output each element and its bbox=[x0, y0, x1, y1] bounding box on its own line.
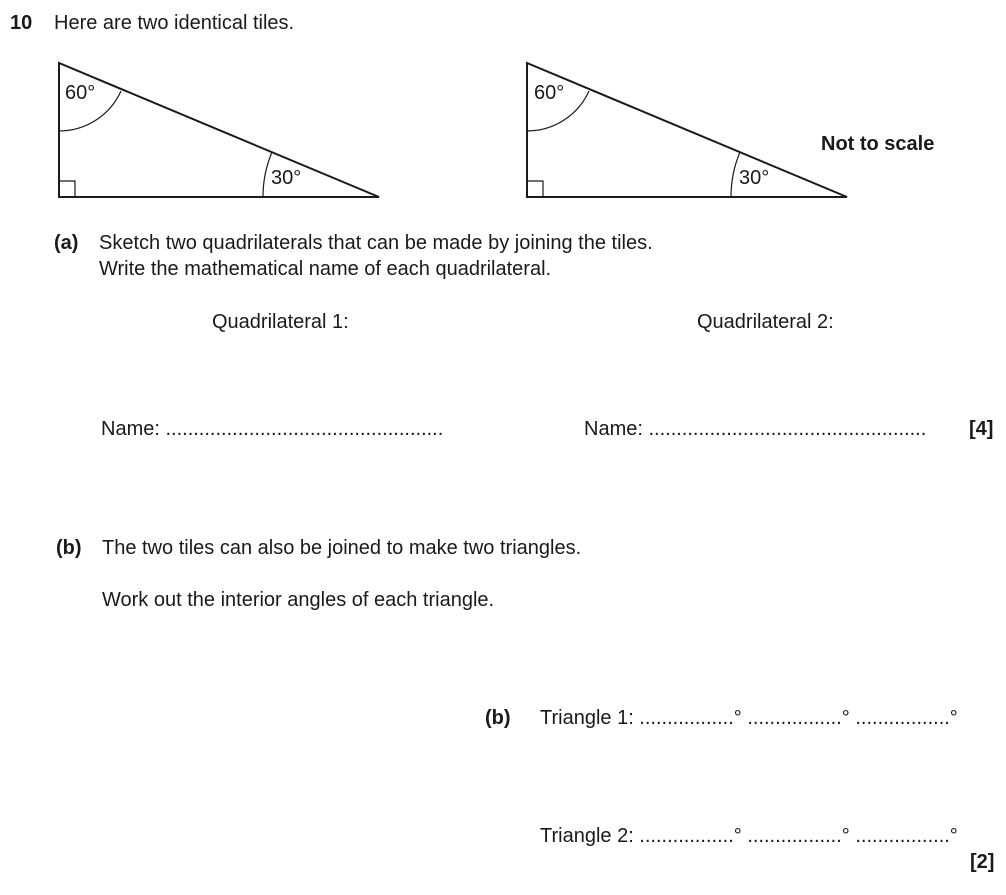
part-b-line-1: The two tiles can also be joined to make two triangles. bbox=[102, 537, 582, 559]
part-b-line-2: Work out the interior angles of each triangle. bbox=[102, 589, 495, 611]
tile-2 bbox=[527, 63, 847, 197]
question-number: 10 bbox=[10, 12, 33, 34]
part-a-marks: [4] bbox=[969, 418, 994, 440]
part-b-label: (b) bbox=[56, 537, 82, 559]
quadrilateral-1-heading: Quadrilateral 1: bbox=[212, 311, 349, 333]
triangle-2-angles-field[interactable]: Triangle 2: .................° .................° .................° bbox=[540, 825, 958, 847]
tile-1-diagram bbox=[0, 0, 1006, 230]
part-a-label: (a) bbox=[54, 232, 79, 254]
tile-2-triangle bbox=[527, 63, 847, 197]
tile-1 bbox=[59, 63, 379, 197]
part-b-marks: [2] bbox=[970, 851, 995, 873]
tile-1-angle-60: 60° bbox=[65, 82, 96, 104]
quadrilateral-2-heading: Quadrilateral 2: bbox=[697, 311, 834, 333]
tile-1-triangle bbox=[59, 63, 379, 197]
tile-1-angle-30: 30° bbox=[271, 167, 302, 189]
part-a-line-1: Sketch two quadrilaterals that can be made by joining the tiles. bbox=[99, 232, 653, 254]
quadrilateral-2-name-field[interactable]: Name: .................................................. bbox=[584, 418, 927, 440]
question-stem: Here are two identical tiles. bbox=[54, 12, 295, 34]
not-to-scale-note: Not to scale bbox=[821, 133, 935, 155]
tile-2-right-angle-mark bbox=[527, 181, 543, 197]
tile-2-angle-60: 60° bbox=[534, 82, 565, 104]
tile-1-right-angle-mark bbox=[59, 181, 75, 197]
part-b-answer-label: (b) bbox=[485, 707, 511, 729]
quadrilateral-1-name-field[interactable]: Name: .................................................. bbox=[101, 418, 444, 440]
part-a-line-2: Write the mathematical name of each quadrilateral. bbox=[99, 258, 552, 280]
tile-2-angle-30: 30° bbox=[739, 167, 770, 189]
triangle-1-angles-field[interactable]: Triangle 1: .................° .................° .................° bbox=[540, 707, 958, 729]
